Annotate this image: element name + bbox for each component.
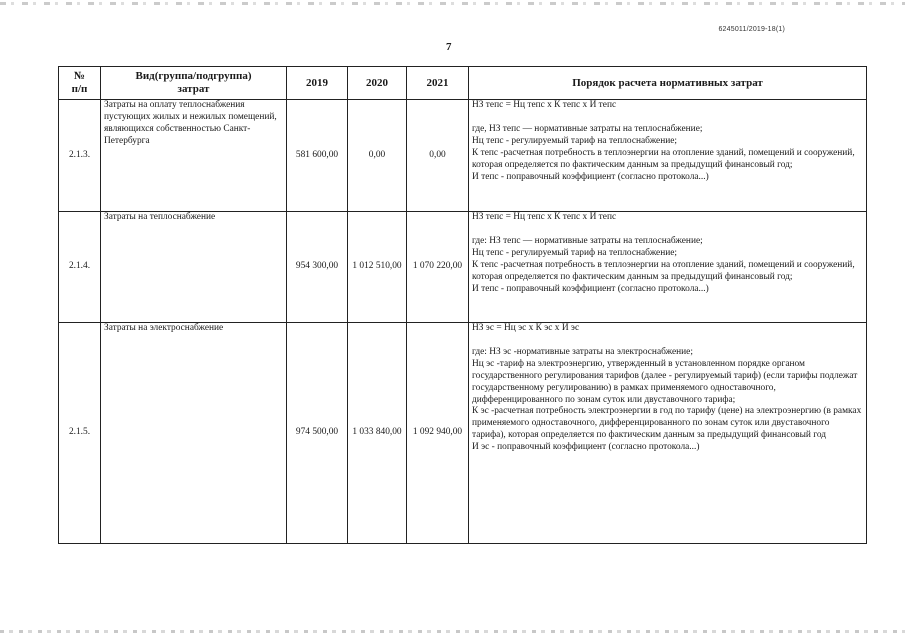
row-number: 2.1.3. bbox=[59, 100, 101, 212]
header-num-text: № п/п bbox=[71, 70, 88, 95]
value-2020: 1 033 840,00 bbox=[348, 323, 407, 544]
table-row bbox=[59, 100, 867, 212]
formula-line: Нц эс -тариф на электроэнергию, утвержденный в установленном порядке органом государственного регулирования тарифов (далее - регулируемый тариф) (если тарифы подлежат государственному регулированию) в рамках применяемого одноставочного, дифференцированного по зонам суток или двуставочного тарифа; bbox=[472, 358, 858, 405]
formula-line: где: НЗ тепс — нормативные затраты на теплоснабжение; bbox=[472, 235, 703, 246]
formula-line: Нц тепс - регулируемый тариф на теплоснабжение; bbox=[472, 135, 678, 146]
calculation-order bbox=[469, 100, 867, 212]
normative-costs-table bbox=[58, 66, 867, 544]
value-2019: 954 300,00 bbox=[287, 212, 348, 323]
value-2021: 0,00 bbox=[407, 100, 469, 212]
header-name bbox=[101, 67, 287, 100]
formula-line: И эс - поправочный коэффициент (согласно протокола...) bbox=[472, 442, 700, 453]
table-row bbox=[59, 212, 867, 323]
table-header-row bbox=[59, 67, 867, 100]
scan-edge-top bbox=[0, 2, 905, 5]
formula-line: где, НЗ тепс — нормативные затраты на теплоснабжение; bbox=[472, 123, 703, 134]
header-2019: 2019 bbox=[287, 67, 348, 100]
formula-line: НЗ тепс = Нц тепс х К тепс х И тепс bbox=[472, 100, 617, 110]
scan-edge-bottom bbox=[0, 630, 905, 633]
table-row bbox=[59, 323, 867, 544]
calculation-order bbox=[469, 212, 867, 323]
formula-line: К тепс -расчетная потребность в теплоэнергии на отопление зданий, помещений и сооружений, которая определяется по фактическим данным за предыдущий финансовый год; bbox=[472, 259, 855, 282]
page-number: 7 bbox=[446, 41, 452, 53]
cost-name: Затраты на электроснабжение bbox=[101, 323, 287, 544]
header-2020: 2020 bbox=[348, 67, 407, 100]
row-number: 2.1.4. bbox=[59, 212, 101, 323]
formula-line: И тепс - поправочный коэффициент (согласно протокола...) bbox=[472, 171, 709, 182]
header-2021: 2021 bbox=[407, 67, 469, 100]
cost-name: Затраты на оплату теплоснабжения пустующих жилых и нежилых помещений, являющихся собственностью Санкт-Петербурга bbox=[101, 100, 287, 212]
formula-line: И тепс - поправочный коэффициент (согласно протокола...) bbox=[472, 283, 709, 294]
formula-line: где: НЗ эс -нормативные затраты на электроснабжение; bbox=[472, 346, 693, 357]
value-2020: 0,00 bbox=[348, 100, 407, 212]
cost-name: Затраты на теплоснабжение bbox=[101, 212, 287, 323]
header-name-text: Вид(группа/подгруппа) затрат bbox=[135, 70, 252, 95]
row-number: 2.1.5. bbox=[59, 323, 101, 544]
header-order: Порядок расчета нормативных затрат bbox=[469, 67, 867, 100]
value-2021: 1 092 940,00 bbox=[407, 323, 469, 544]
formula-line: К тепс -расчетная потребность в теплоэнергии на отопление зданий, помещений и сооружений, которая определяется по фактическим данным за предыдущий финансовый год; bbox=[472, 147, 855, 170]
value-2020: 1 012 510,00 bbox=[348, 212, 407, 323]
calculation-order bbox=[469, 323, 867, 544]
formula-line: Нц тепс - регулируемый тариф на теплоснабжение; bbox=[472, 247, 678, 258]
formula-line: НЗ эс = Нц эс х К эс х И эс bbox=[472, 323, 580, 333]
value-2019: 974 500,00 bbox=[287, 323, 348, 544]
formula-line: К эс -расчетная потребность электроэнергии в год по тарифу (цене) на электроэнергию (в рамках применяемого одноставочного, дифференцированного по зонам суток или двуставочного тарифа), которая определяется по фактическим данным за предыдущий финансовый год bbox=[472, 406, 862, 441]
formula-line: НЗ тепс = Нц тепс х К тепс х И тепс bbox=[472, 212, 617, 222]
value-2021: 1 070 220,00 bbox=[407, 212, 469, 323]
document-code: 6245011/2019-18(1) bbox=[718, 26, 785, 33]
value-2019: 581 600,00 bbox=[287, 100, 348, 212]
header-num bbox=[59, 67, 101, 100]
